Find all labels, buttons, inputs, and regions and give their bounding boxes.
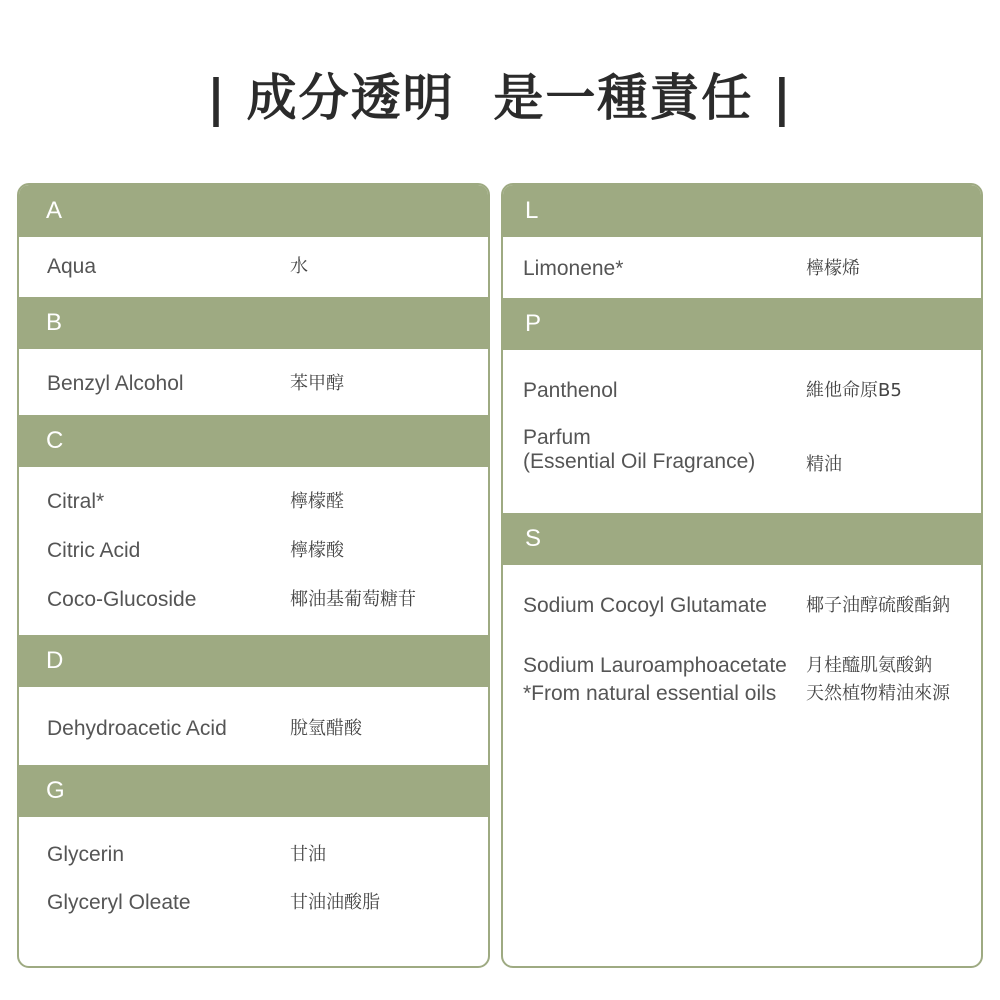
ingredient-name-zh: 椰油基葡萄糖苷 <box>290 589 416 610</box>
ingredient-name-zh: 椰子油醇硫酸酯鈉 <box>806 595 950 616</box>
section-header-s: S <box>503 513 981 565</box>
ingredient-name-en: Dehydroacetic Acid <box>47 717 227 740</box>
ingredient-name-en: Benzyl Alcohol <box>47 372 184 395</box>
ingredient-name-en: Sodium Cocoyl Glutamate <box>523 594 767 617</box>
ingredient-name-en: Sodium Lauroamphoacetate <box>523 654 787 677</box>
section-header-g: G <box>19 765 488 817</box>
section-header-c: C <box>19 415 488 467</box>
section-header-p: P <box>503 298 981 350</box>
ingredient-name-zh: 精油 <box>806 454 842 475</box>
ingredient-name-zh: 甘油油酸脂 <box>290 892 380 913</box>
ingredient-name-en: Limonene* <box>523 257 624 280</box>
page-title: | 成分透明 是一種責任 | <box>206 69 794 127</box>
footnote-en: *From natural essential oils <box>523 682 777 705</box>
ingredient-row <box>19 888 488 918</box>
ingredient-row <box>503 376 981 406</box>
ingredient-name-zh: 檸檬烯 <box>806 258 860 279</box>
ingredient-name-zh: 苯甲醇 <box>290 373 344 394</box>
section-header-a: A <box>19 185 488 237</box>
ingredient-name-en: Glycerin <box>47 843 125 866</box>
ingredient-name-en: Panthenol <box>523 379 618 402</box>
ingredient-row <box>503 254 981 284</box>
footnote-zh: 天然植物精油來源 <box>806 683 950 704</box>
ingredient-name-zh: 甘油 <box>290 844 326 865</box>
ingredient-name-en: Citric Acid <box>47 539 141 562</box>
ingredients-panel-left <box>17 183 490 968</box>
ingredient-row <box>19 714 488 744</box>
ingredient-row <box>19 252 488 282</box>
ingredient-name-en: Glyceryl Oleate <box>47 891 191 914</box>
section-header-b: B <box>19 297 488 349</box>
ingredient-row <box>503 426 981 476</box>
ingredient-row <box>19 369 488 399</box>
ingredient-name-zh: 維他命原B5 <box>806 380 902 401</box>
ingredient-name-en: Parfum (Essential Oil Fragrance) <box>523 426 756 473</box>
ingredient-row <box>19 585 488 615</box>
ingredient-row <box>503 591 981 621</box>
ingredient-name-zh: 檸檬醛 <box>290 491 344 512</box>
ingredient-name-zh: 檸檬酸 <box>290 540 344 561</box>
ingredient-name-zh: 水 <box>290 256 308 277</box>
footnote <box>503 679 981 709</box>
ingredient-row <box>19 536 488 566</box>
ingredients-panel-right <box>501 183 983 968</box>
section-header-l: L <box>503 185 981 237</box>
ingredient-name-zh: 月桂醯肌氨酸鈉 <box>806 655 932 676</box>
ingredient-name-en: Citral* <box>47 490 105 513</box>
ingredient-name-en: Coco-Glucoside <box>47 588 197 611</box>
ingredient-name-zh: 脫氫醋酸 <box>290 718 362 739</box>
ingredient-row <box>19 487 488 517</box>
section-header-d: D <box>19 635 488 687</box>
ingredient-row <box>19 840 488 870</box>
ingredient-row <box>503 651 981 681</box>
ingredient-name-en: Aqua <box>47 255 97 278</box>
